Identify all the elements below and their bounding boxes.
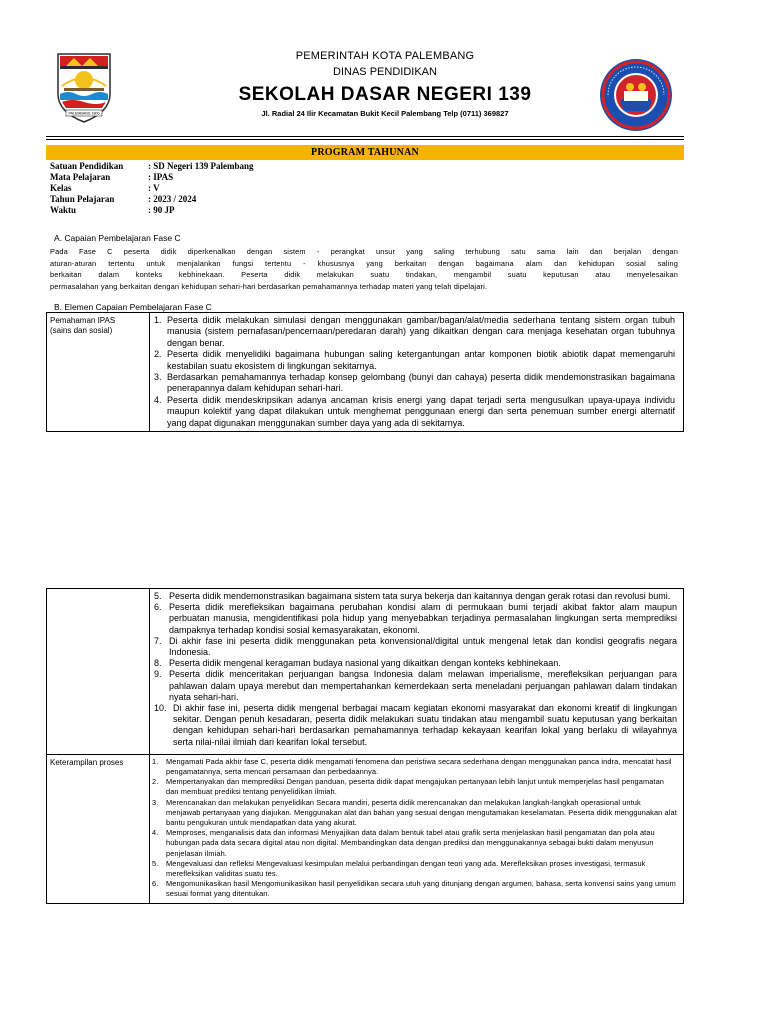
- list-item: [152, 859, 677, 879]
- item-text: Peserta didik mendemonstrasikan bagaimana sistem tata surya bekerja dan kaitannya dengan gerak rotasi dan revolusi bumi.: [169, 591, 671, 601]
- list-item: [152, 757, 677, 777]
- info-value: : V: [148, 183, 160, 193]
- list-item: [154, 395, 675, 429]
- item-number: 5.: [154, 591, 162, 601]
- info-value: : IPAS: [148, 172, 174, 182]
- palembang-city-logo: [52, 50, 116, 124]
- list-item: [152, 879, 677, 899]
- info-block: [50, 161, 254, 216]
- paragraph-line: permasalahan yang berkaitan dengan kehidupan sehari-hari berdasarkan pemahamannya terhadap materi yang telah dipelajari.: [50, 281, 488, 291]
- pemahaman-content-cell: [150, 313, 684, 432]
- list-item: [154, 703, 677, 748]
- section-a-paragraph: [50, 246, 678, 292]
- paragraph-line: berkaitan dalam konteks kebhinekaan. Peserta didik melakukan suatu tindakan, mengambil suatu keputusan atau menyelesaikan: [50, 270, 678, 279]
- item-number: 4.: [154, 394, 162, 405]
- table-row: [47, 589, 684, 755]
- info-value: : 2023 / 2024: [148, 194, 197, 204]
- header-divider: [46, 136, 684, 137]
- elements-table-part1: [46, 312, 684, 432]
- section-a-title: A. Capaian Pembelajaran Fase C: [54, 233, 181, 243]
- info-row: [50, 161, 254, 172]
- keterampilan-content-cell: [150, 754, 684, 903]
- item-number: 2.: [152, 777, 159, 787]
- table-row: [47, 313, 684, 432]
- item-text: Memproses, menganalisis data dan informasi Menyajikan data dalam bentuk tabel atau grafik serta menjelaskan hasil pengamatan dan pola atau hubungan pada data secara digital atau non digital. Membandingkan data dengan prediksi dan menggunakannya sebagai bukti dalam menyusun penjelasan ilmiah.: [166, 828, 655, 858]
- keterampilan-label-cell: [47, 754, 150, 903]
- item-text: Peserta didik merefleksikan bagaimana perubahan kondisi alam di permukaan bumi terjadi akibat faktor alam maupun perbuatan manusia, mengidentifikasi pola hidup yang menyebabkan terjadinya permasalahan lingkungan serta memprediksi dampaknya terhadap kondisi sosial kemasyarakatan, ekonomi.: [169, 602, 677, 635]
- item-text: Mengamati Pada akhir fase C, peserta didik mengamati fenomena dan peristiwa secara sederhana dengan menggunakan panca indra, mencatat hasil pengamatannya, serta mencari persamaan dan perbedaannya.: [166, 756, 672, 777]
- header-department: DINAS PENDIDIKAN: [333, 66, 437, 78]
- pemahaman-content-cell-continued: [150, 589, 684, 755]
- list-item: [152, 798, 677, 829]
- keterampilan-label: Keterampilan proses: [50, 757, 124, 767]
- item-text: Peserta didik menyelidiki bagaimana hubungan saling ketergantungan antar komponen biotik abiotik dapat memengaruhi kestabilan suatu ekosistem di lingkungan sekitarnya.: [167, 349, 675, 371]
- list-item: [152, 777, 677, 797]
- item-number: 10.: [154, 703, 167, 714]
- item-text: Di akhir fase ini peserta didik menggunakan peta konvensional/digital untuk mengenal letak dan kondisi geografis negara Indonesia.: [169, 635, 677, 658]
- item-number: 6.: [152, 879, 159, 889]
- list-item: [154, 636, 677, 658]
- list-item: [154, 315, 675, 349]
- header-address: Jl. Radial 24 Ilir Kecamatan Bukit Kecil Palembang Telp (0711) 369827: [261, 109, 509, 118]
- item-number: 1.: [152, 756, 159, 766]
- paragraph-line: aturan-aturan tertentu untuk menjalankan fungsi tertentu - khususnya yang berkaitan dengan bagaimana alam dan kehidupan sosial saling: [50, 258, 678, 268]
- item-text: Di akhir fase ini, peserta didik mengenal berbagai macam kegiatan ekonomi masyarakat dan ekonomi kreatif di lingkungan sekitar. Dengan penuh kesadaran, peserta didik melakukan suatu tindakan atau mengambil suatu keputusan yang berkaitan dengan kehidupan sehari-hari berdasarkan pemahamannya terhadap kekayaan kearifan lokal yang berlaku di wilayahnya serta nilai-nilai ilmiah dari kearifan lokal tersebut.: [173, 703, 677, 747]
- item-text: Mengevaluasi dan refleksi Mengevaluasi kesimpulan melalui perbandingan dengan teori yang ada. Merefleksikan proses investigasi, termasuk merefleksikan validitas suatu tes.: [166, 858, 646, 879]
- item-number: 4.: [152, 828, 159, 838]
- item-text: Peserta didik mengenal keragaman budaya nasional yang dikaitkan dengan konteks kebhinekaan.: [169, 658, 561, 669]
- list-item: [154, 658, 677, 669]
- item-text: Mengomunikasikan hasil Mengomunikasikan hasil penyelidikan secara utuh yang ditunjang dengan argumen, bahasa, serta konvensi sains yang umum sesuai format yang ditentukan.: [166, 879, 676, 899]
- info-key: Mata Pelajaran: [50, 172, 111, 182]
- item-number: 5.: [152, 858, 159, 868]
- pemahaman-sublabel: (sains dan sosial): [50, 326, 113, 335]
- document-title: PROGRAM TAHUNAN: [46, 145, 684, 160]
- info-row: [50, 205, 254, 216]
- item-number: 3.: [154, 372, 162, 383]
- item-number: 3.: [152, 797, 159, 807]
- pemahaman-label-cell: [47, 313, 150, 432]
- item-text: Peserta didik menceritakan perjuangan bangsa Indonesia dalam melawan imperialisme, merefleksikan perjuangan para pahlawan dalam upaya merebut dan mempertahankan kemerdekaan serta meneladani perjuangan pahlawan dalam tindakan nyata sehari-hari.: [169, 669, 677, 702]
- item-number: 6.: [154, 602, 162, 613]
- info-value: : SD Negeri 139 Palembang: [148, 161, 254, 171]
- header-government: PEMERINTAH KOTA PALEMBANG: [295, 50, 475, 62]
- list-item: [154, 349, 675, 372]
- item-number: 1.: [154, 315, 162, 325]
- info-key: Satuan Pendidikan: [50, 161, 124, 171]
- info-value: : 90 JP: [148, 205, 175, 215]
- section-b-title: B. Elemen Capaian Pembelajaran Fase C: [54, 302, 212, 312]
- header-divider-thin: [46, 139, 684, 140]
- info-key: Kelas: [50, 183, 72, 193]
- header-school-name: SEKOLAH DASAR NEGERI 139: [238, 84, 532, 105]
- list-item: [154, 602, 677, 636]
- item-text: Mempertanyakan dan memprediksi Dengan panduan, peserta didik dapat mengajukan pertanyaan lebih lanjut untuk memperjelas hasil pengamatan dan membuat prediksi tentang penyelidikan ilmiah.: [166, 777, 664, 797]
- info-key: Waktu: [50, 205, 77, 215]
- list-item: [154, 669, 677, 703]
- info-row: [50, 172, 254, 183]
- table-row: [47, 754, 684, 903]
- item-text: Peserta didik melakukan simulasi dengan menggunakan gambar/bagan/alat/media sederhana tentang sistem organ tubuh manusia (sistem pernafasan/pencernaan/peredaran darah) yang dikaitkan dengan cara menjaga kesehatan organ tubuhnya dengan benar.: [167, 315, 675, 348]
- item-number: 7.: [154, 635, 162, 646]
- item-text: Peserta didik mendeskripsikan adanya ancaman krisis energi yang dapat terjadi serta mengusulkan upaya-upaya individu maupun kolektif yang dapat dilakukan untuk menghemat penggunaan energi dan serta penemuan sumber energi alternatif yang dapat digunakan menggunakan sumber daya yang ada di sekitarnya.: [167, 394, 675, 428]
- item-number: 9.: [154, 669, 162, 680]
- item-text: Merencanakan dan melakukan penyelidikan Secara mandiri, peserta didik merencanakan dan melakukan langkah-langkah operasional untuk menjawab pertanyaan yang diajukan. Menggunakan alat dan bahan yang sesuai dengan mengutamakan keselamatan. Peserta didik menggunakan alat bantu pengukuran untuk mendapatkan data yang akurat.: [166, 797, 677, 828]
- elements-table-part2: [46, 588, 684, 904]
- list-item: [152, 828, 677, 859]
- list-item: [154, 591, 677, 602]
- pemahaman-label: Pemahaman IPAS: [50, 316, 116, 325]
- logo-left-text: PALEMBANG 1800: [68, 111, 100, 116]
- paragraph-line: Pada Fase C peserta didik diperkenalkan dengan sistem - perangkat unsur yang saling terhubung satu sama lain dan berjalan dengan: [50, 247, 678, 256]
- school-logo: [598, 57, 674, 133]
- item-text: Berdasarkan pemahamannya terhadap konsep gelombang (bunyi dan cahaya) peserta didik mendemonstrasikan bagaimana penerapannya dalam kehidupan sehari-hari.: [167, 372, 675, 394]
- list-item: [154, 372, 675, 395]
- item-number: 8.: [154, 658, 162, 669]
- info-key: Tahun Pelajaran: [50, 194, 115, 204]
- item-number: 2.: [154, 349, 162, 360]
- empty-label-cell: [47, 589, 150, 755]
- info-row: [50, 183, 254, 194]
- info-row: [50, 194, 254, 205]
